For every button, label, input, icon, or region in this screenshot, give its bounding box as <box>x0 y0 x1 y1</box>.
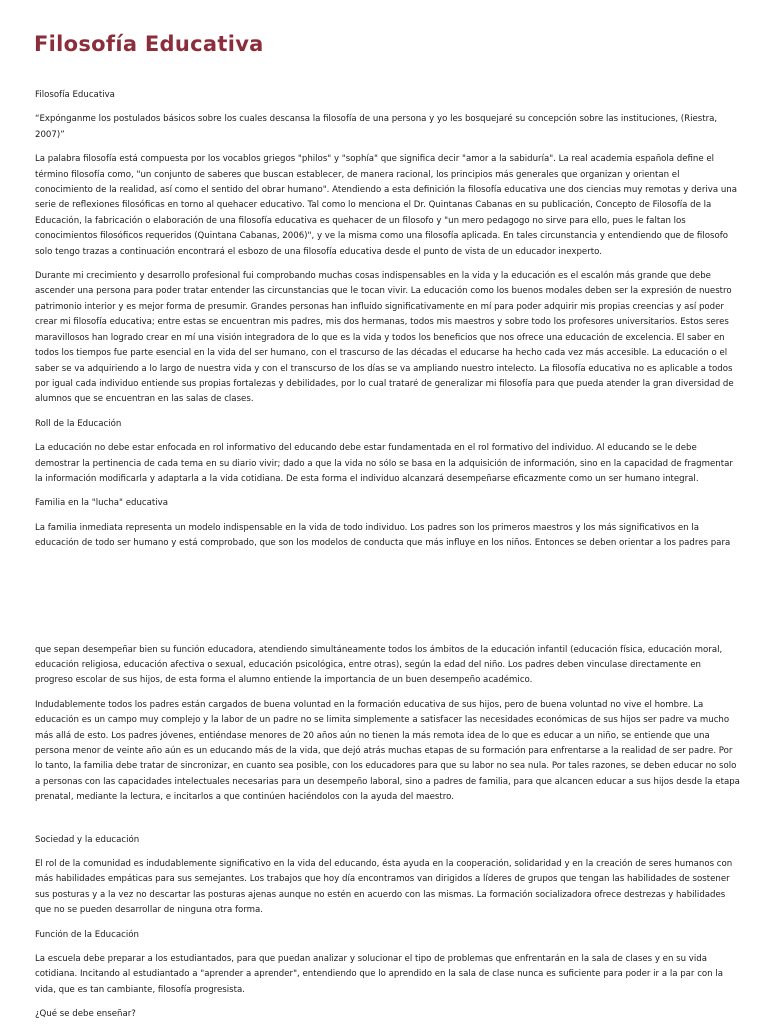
section-heading-roll: Roll de la Educación <box>35 418 122 429</box>
paragraph-personal-growth: Durante mi crecimiento y desarrollo profesional fui comprobando muchas cosas indispensables en la vida y la educación es el escalón más grande que debe ascender una persona para poder tratar entender las circunstancias que le tocan vivir. La educación como los buenos modales deben ser la expresión de nuestro patrimonio interior y es mejor forma de presumir. Grandes personas han influido significativamente en mí para poder adquirir mis propias creencias y así poder crear mi filosofía educativa; entre estas se encuentran mis padres, mis dos hermanas, todos mis maestros y sobre todo los profesores universitarios. Estos seres maravillosos han logrado crear en mí una visión integradora de lo que es la vida y todos los beneficios que nos ofrece una educación de excelencia. El saber en todos los tiempos fue parte esencial en la vida del ser humano, con el trascurso de las décadas el educarse ha hecho cada vez más accesible. La educación o el saber se va adquiriendo a lo largo de nuestra vida y con el transcurso de los días se va ampliando nuestro intelecto. La filosofía educativa no es aplicable a todos por igual cada individuo entiende sus propias fortalezas y debilidades, por lo cual trataré de generalizar mi filosofía para que pueda atender la gran diversidad de alumnos que se encuentran en las salas de clases. <box>35 271 734 405</box>
paragraph-roll: La educación no debe estar enfocada en rol informativo del educando debe estar fundamentada en el rol formativo del individuo. Al educando se le debe demostrar la pertinencia de cada tema en su diario vivir; dado a que la vida no sólo se basa en la adquisición de información, sino en la capacidad de fragmentar la información modificarla y adaptarla a la vida cotidiana. De esta forma el individuo alcanzará desempeñarse eficazmente como un ser humano integral. <box>35 443 733 484</box>
paragraph-funcion: La escuela debe preparar a los estudiantados, para que puedan analizar y solucionar el tipo de problemas que enfrentarán en la sala de clases y en su vida cotidiana. Incitando al estudiantado a "aprender a aprender", entendiendo que lo aprendido en la sala de clase nunca es suficiente para poder ir a la par con la vida, que es tan cambiante, filosofía progresista. <box>35 954 724 995</box>
section-heading-funcion: Función de la Educación <box>35 929 139 940</box>
blank-space <box>35 815 740 833</box>
opening-quote: “Expónganme los postulados básicos sobre los cuales descansa la filosofía de una persona y yo les bosquejaré su concepción sobre las instituciones, (Riestra, 2007)” <box>35 114 718 140</box>
section-heading-sociedad: Sociedad y la educación <box>35 834 140 845</box>
paragraph-philosophy-definition: La palabra filosofía está compuesta por los vocablos griegos "philos" y "sophía" que significa decir "amor a la sabiduría". La real academia española define el término filosofía como, "un conjunto de saberes que buscan establecer, de manera racional, los principios más generales que organizan y orientan el conocimiento de la realidad, así como el sentido del obrar humano". Atendiendo a esta definición la filosofía educativa une dos ciencias muy remotas y deriva una serie de reflexiones filosóficas en torno al quehacer educativo. Tal como lo menciona el Dr. Quintanas Cabanas en su publicación, Concepto de Filosofía de la Educación, la fabricación o elaboración de una filosofía educativa es quehacer de un filosofo y "un mero pedagogo no sirve para ello, pues le faltan los conocimientos filosóficos requeridos (Quintana Cabanas, 2006)", y ve la misma como una filosofía aplicada. En tales circunstancia y entendiendo que de filosofo solo tengo trazas a continuación encontrará el esbozo de una filosofía educativa desde el punto de vista de un educador inexperto. <box>35 154 738 257</box>
page-break <box>35 561 740 643</box>
section-heading-familia: Familia en la "lucha" educativa <box>35 498 169 509</box>
document-subtitle: Filosofía Educativa <box>35 90 115 100</box>
paragraph-familia: La familia inmediata representa un modelo indispensable en la vida de todo individuo. Los padres son los primeros maestros y los más significativos en la educación de todo ser humano y está comprobado, que son los modelos de conducta que más influye en los niños. Entonces se deben orientar a los padres para <box>35 522 731 549</box>
paragraph-padres: Indudablemente todos los padres están cargados de buena voluntad en la formación educativa de sus hijos, pero de buena voluntad no vive el hombre. La educación es un campo muy complejo y la labor de un padre no se limita simplemente a satisfacer las necesidades económicas de sus hijos ser padre va mucho más allá de esto. Los padres jóvenes, entiéndase menores de 20 años aún no tienen la más remota idea de lo que es educar a un niño, se entiende que una persona menor de veinte año aún es un educando más de la vida, que dejó atrás muchas etapas de su formación para enfrentarse a la realidad de ser padre. Por lo tanto, la familia debe tratar de sincronizar, en cuanto sea posible, con los educadores para que su labor no sea nula. Por tales razones, se deben educar no solo a personas con las capacidades intelectuales necesarias para un desempeño laboral, sino a padres de familia, para que alcancen educar a sus hijos desde la etapa prenatal, mediante la lectura, e incitarlos a que continúen haciéndolos con la ayuda del maestro. <box>35 699 740 803</box>
paragraph-sociedad: El rol de la comunidad es indudablemente significativo en la vida del educando, ésta ayuda en la cooperación, solidaridad y en la creación de seres humanos con más habilidades empáticas para sus semejantes. Los trabajos que hoy día encontramos van dirigidos a líderes de grupos que tengan las habilidades de sostener sus posturas y a la vez no descartar las posturas ajenas aunque no estén en acuerdo con las mismas. La formación socializadora ofrece destrezas y habilidades que no se pueden desarrollar de ninguna otra forma. <box>35 859 733 916</box>
paragraph-familia-continued: que sepan desempeñar bien su función educadora, atendiendo simultáneamente todos los ámbitos de la educación infantil (educación física, educación moral, educación religiosa, educación afectiva o sexual, educación psicológica, entre otras), según la edad del niño. Los padres deben vinculase directamente en progreso escolar de sus hijos, de esta forma el alumno entiende la importancia de un buen desempeño académico. <box>35 644 723 686</box>
page-title: Filosofía Educativa <box>34 32 264 56</box>
section-heading-que-ensenar: ¿Qué se debe enseñar? <box>35 1009 136 1020</box>
document-body <box>35 88 740 1032</box>
